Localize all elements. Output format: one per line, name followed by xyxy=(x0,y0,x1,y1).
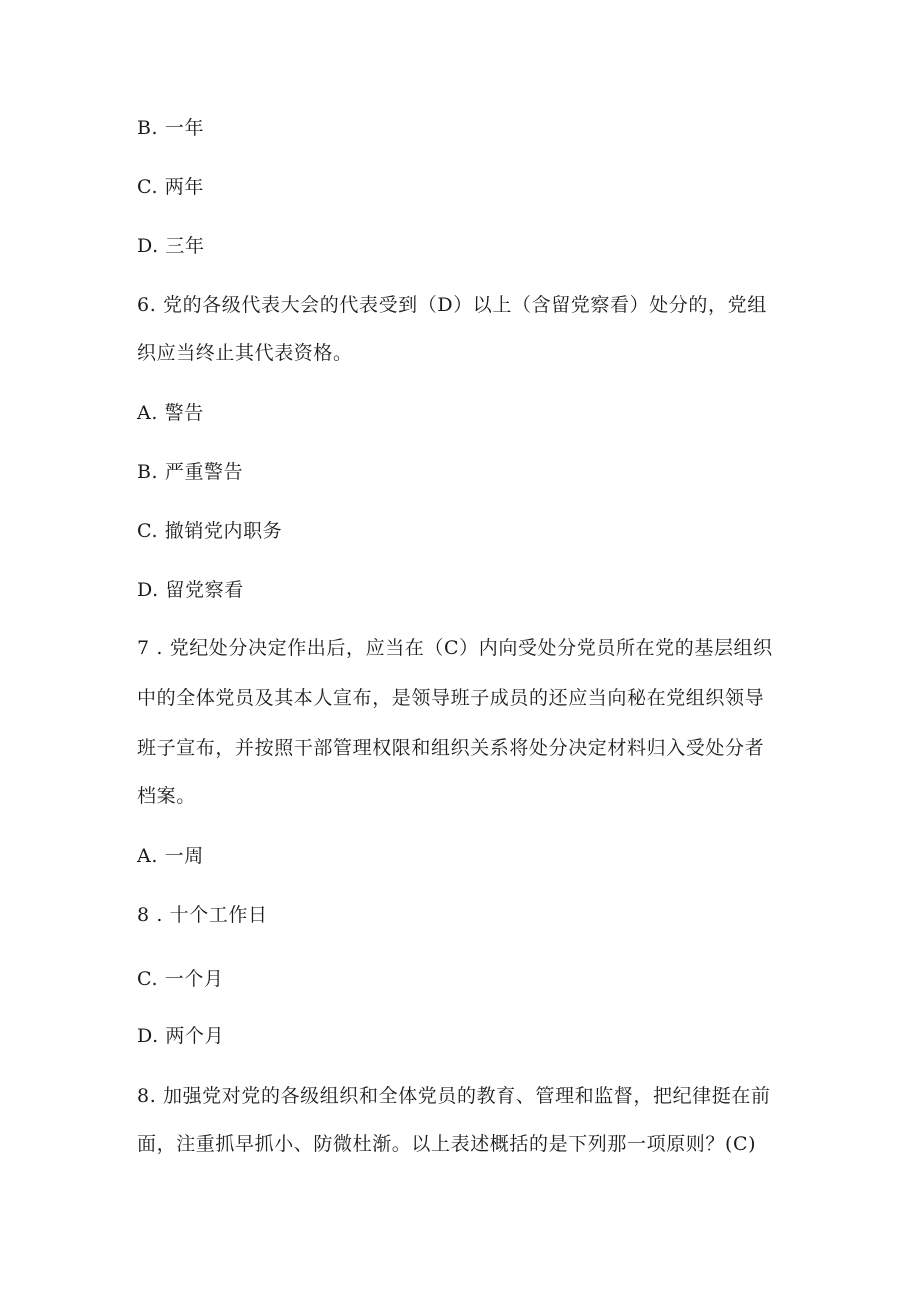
q6-option-d: D. 留党察看 xyxy=(137,579,244,601)
q7-stem-line-3: 班子宣布，并按照干部管理权限和组织关系将处分决定材料归入受处分者 xyxy=(137,737,765,759)
q7-option-c: C. 一个月 xyxy=(137,968,224,990)
q7-option-b: 8 . 十个工作日 xyxy=(137,904,268,926)
q7-stem-line-1: 7 . 党纪处分决定作出后，应当在（C）内向受处分党员所在党的基层组织 xyxy=(137,637,773,659)
q6-option-b: B. 严重警告 xyxy=(137,461,244,483)
q6-stem-line-1: 6. 党的各级代表大会的代表受到（D）以上（含留党察看）处分的，党组 xyxy=(137,294,767,316)
q6-option-a: A. 警告 xyxy=(137,402,204,424)
q5-option-c: C. 两年 xyxy=(137,176,204,198)
q7-stem-line-4: 档案。 xyxy=(137,785,196,807)
q7-option-d: D. 两个月 xyxy=(137,1025,225,1047)
q5-option-b: B. 一年 xyxy=(137,117,205,139)
q6-option-c: C. 撤销党内职务 xyxy=(137,520,283,542)
q6-stem-line-2: 织应当终止其代表资格。 xyxy=(137,342,353,364)
q5-option-d: D. 三年 xyxy=(137,235,205,257)
q8-stem-line-2: 面，注重抓早抓小、防微杜渐。以上表述概括的是下列那一项原则？(C) xyxy=(137,1133,757,1155)
q8-stem-line-1: 8. 加强党对党的各级组织和全体党员的教育、管理和监督，把纪律挺在前 xyxy=(137,1085,771,1107)
q7-stem-line-2: 中的全体党员及其本人宣布，是领导班子成员的还应当向秘在党组织领导 xyxy=(137,687,765,709)
q7-option-a: A. 一周 xyxy=(137,845,204,867)
